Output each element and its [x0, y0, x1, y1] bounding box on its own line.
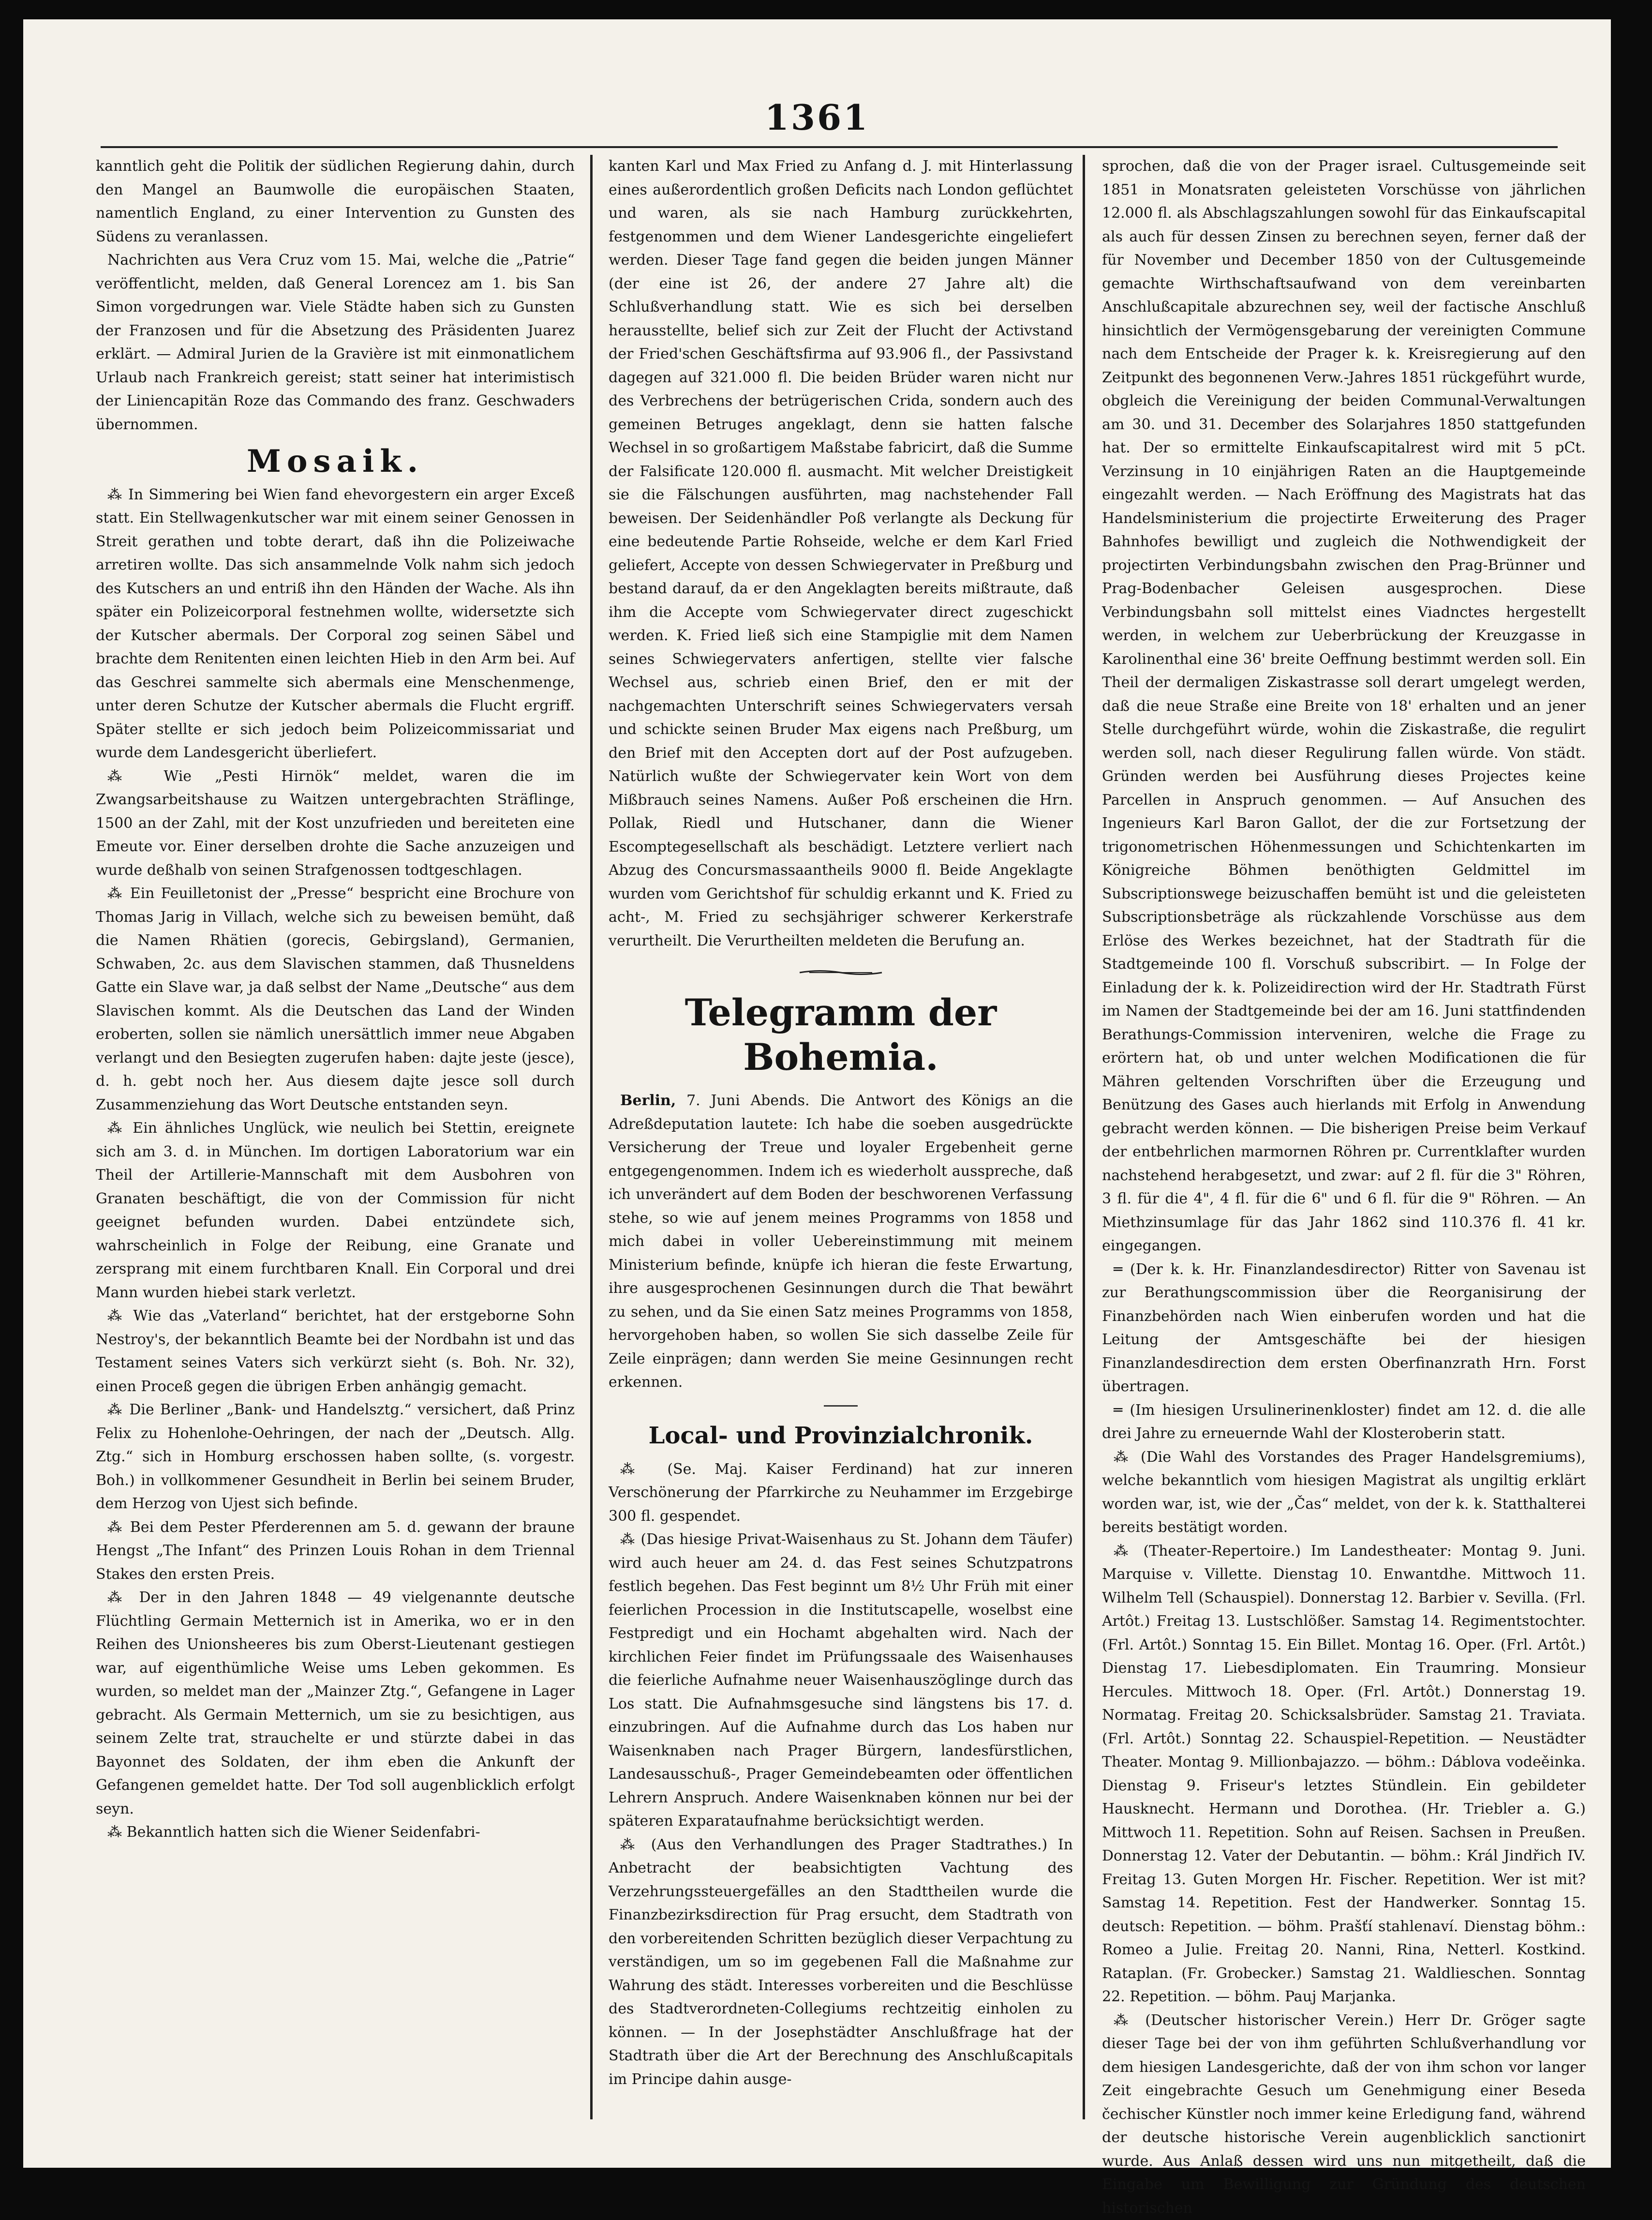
column-divider	[1083, 155, 1085, 2119]
newspaper-page	[23, 19, 1611, 2168]
separator-ornament	[800, 969, 882, 976]
section-heading-local: Local- und Provinzialchronik.	[609, 1421, 1073, 1450]
news-item: ⁂ (Deutscher historischer Verein.) Herr Dr. Gröger sagte dieser Tage bei der von ihm geführten Schlußverhandlung vor dem hiesigen Landesgerichte, daß der von ihm schon vor langer Zeit eingebrachte Gesuch um Genehmigung einer Beseda čechischer Künstler noch immer keine Erledigung fand, während der deutsche historische Verein augenblicklich sanctionirt wurde. Aus Anlaß dessen wird uns nun mitgetheilt, daß die Eingabe um Bewilligung zur Gründung des deutschen historischen	[1102, 2009, 1586, 2220]
news-item: ⁂ Bei dem Pester Pferderennen am 5. d. gewann der braune Hengst „The Infant“ des Prinzen Louis Rohan in dem Triennal Stakes den ersten Preis.	[96, 1516, 575, 1587]
telegram-text	[609, 1089, 1073, 1395]
section-heading-telegramm: Telegramm der Bohemia.	[609, 990, 1073, 1080]
page-number: 1361	[23, 97, 1611, 138]
section-heading-mosaik: Mosaik.	[96, 450, 575, 474]
news-item: ⁂ Ein Feuilletonist der „Presse“ bespricht eine Brochure von Thomas Jarig in Villach, welche sich zu beweisen bemüht, daß die Namen Rhätien (gorecis, Gebirgsland), Germanien, Schwaben, 2c. aus dem Slavischen stammen, daß Thusneldens Gatte ein Slave war, ja daß selbst der Name „Deutsche“ aus dem Slavischen kommt. Als die Deutschen das Land der Winden eroberten, sollen sie nämlich unersättlich immer neue Abgaben verlangt und den Besiegten zugerufen haben: dajte jeste (jesce), d. h. gebt noch her. Aus diesem dajte jesce soll durch Zusammenziehung das Wort Deutsche entstanden seyn.	[96, 882, 575, 1117]
news-item: ⁂ Wie das „Vaterland“ berichtet, hat der erstgeborne Sohn Nestroy's, der bekanntlich Beamte bei der Nordbahn ist und das Testament seines Vaters sich verkürzt sieht (s. Boh. Nr. 32), einen Proceß gegen die übrigen Erben anhängig gemacht.	[96, 1305, 575, 1398]
column-1	[96, 155, 575, 2119]
separator-line	[824, 1405, 858, 1407]
column-2	[609, 155, 1073, 2119]
news-item: ═ (Im hiesigen Ursulinerinenkloster) findet am 12. d. die alle drei Jahre zu erneuernde Wahl der Klosteroberin statt.	[1102, 1399, 1586, 1446]
news-item: ⁂ (Theater-Repertoire.) Im Landestheater: Montag 9. Juni. Marquise v. Villette. Dienstag 10. Enwantdhe. Mittwoch 11. Wilhelm Tell (Schauspiel). Donnerstag 12. Barbier v. Sevilla. (Frl. Artôt.) Freitag 13. Lustschlößer. Samstag 14. Regimentstochter. (Frl. Artôt.) Sonntag 15. Ein Billet. Montag 16. Oper. (Frl. Artôt.) Dienstag 17. Liebesdiplomaten. Ein Traumring. Monsieur Hercules. Mittwoch 18. Oper. (Frl. Artôt.) Donnerstag 19. Normatag. Freitag 20. Schicksalsbrüder. Samstag 21. Traviata. (Frl. Artôt.) Sonntag 22. Schauspiel-Repetition. — Neustädter Theater. Montag 9. Millionbajazzo. — böhm.: Dáblova vodeěinka. Dienstag 9. Friseur's letztes Stündlein. Ein gebildeter Hausknecht. Hermann und Dorothea. (Hr. Triebler a. G.) Mittwoch 11. Repetition. Sohn auf Reisen. Sachsen in Preußen. Donnerstag 12. Vater der Debutantin. — böhm.: Král Jindřich IV. Freitag 13. Guten Morgen Hr. Fischer. Repetition. Wer ist mit? Samstag 14. Repetition. Fest der Handwerker. Sonntag 15. deutsch: Repetition. — böhm. Prašťí stahlenaví. Dienstag böhm.: Romeo a Julie. Freitag 20. Nanni, Rina, Netterl. Kostkind. Rataplan. (Fr. Grobecker.) Samstag 21. Waldlieschen. Sonntag 22. Repetition. — böhm. Pauj Marjanka.	[1102, 1540, 1586, 2009]
news-item: ⁂ Der in den Jahren 1848 — 49 vielgenannte deutsche Flüchtling Germain Metternich ist in Amerika, wo er in den Reihen des Unionsheeres bis zum Oberst-Lieutenant gestiegen war, auf eigenthümliche Weise ums Leben gekommen. Es wurden, so meldet man der „Mainzer Ztg.“, Gefangene in Lager gebracht. Als Germain Metternich, um sie zu besichtigen, aus seinem Zelte trat, strauchelte er und stürzte dabei in das Bayonnet des Soldaten, der ihm eben die Ankunft der Gefangenen gemeldet hatte. Der Tod soll augenblicklich erfolgt seyn.	[96, 1586, 575, 1821]
news-item: ⁂ (Aus den Verhandlungen des Prager Stadtrathes.) In Anbetracht der beabsichtigten Vachtung des Verzehrungssteuergefälles an den Stadttheilen wurde die Finanzbezirksdirection für Prag ersucht, dem Stadtrath von den vorbereitenden Schritten bezüglich dieser Verpachtung zu verständigen, um so im gegebenen Fall die Maßnahme zur Wahrung des städt. Interesses vorbereiten und die Beschlüsse des Stadtverordneten-Collegiums rechtzeitig einholen zu können. — In der Josephstädter Anschlußfrage hat der Stadtrath über die Art der Berechnung des Anschlußcapitals im Principe dahin ausge-	[609, 1833, 1073, 2092]
news-item: ⁂ Wie „Pesti Hirnök“ meldet, waren die im Zwangsarbeitshause zu Waitzen untergebrachten Sträflinge, 1500 an der Zahl, mit der Kost unzufrieden und bereiteten eine Emeute vor. Einer derselben drohte die Sache anzuzeigen und wurde deßhalb von seinen Strafgenossen todtgeschlagen.	[96, 765, 575, 883]
news-item: ⁂ Ein ähnliches Unglück, wie neulich bei Stettin, ereignete sich am 3. d. in München. Im dortigen Laboratorium war ein Theil der Artillerie-Mannschaft mit dem Ausbohren von Granaten beschäftigt, die von der Commission für nicht geeignet befunden wurden. Dabei entzündete sich, wahrscheinlich in Folge der Reibung, eine Granate und zersprang mit einem furchtbaren Knall. Ein Corporal und drei Mann wurden hiebei stark verletzt.	[96, 1117, 575, 1305]
column-divider	[590, 155, 593, 2119]
news-item: ═ (Der k. k. Hr. Finanzlandesdirector) Ritter von Savenau ist zur Berathungscommission über die Reorganisirung der Finanzbehörden nach Wien einberufen worden und hat die Leitung der Amtsgeschäfte bei der hiesigen Finanzlandesdirection dem ersten Oberfinanzrath Hrn. Forst übertragen.	[1102, 1258, 1586, 1399]
article-continuation: kanntlich geht die Politik der südlichen Regierung dahin, durch den Mangel an Baumwolle die europäischen Staaten, namentlich England, zu einer Intervention zu Gunsten des Südens zu veranlassen.	[96, 155, 575, 249]
column-3	[1102, 155, 1586, 2119]
article-continuation: sprochen, daß die von der Prager israel. Cultusgemeinde seit 1851 in Monatsraten geleisteten Vorschüsse von jährlichen 12.000 fl. als Abschlagszahlungen sowohl für das Einkaufscapital als auch für dessen Zinsen zu berechnen seyen, ferner daß der für November und December 1850 von der Cultusgemeinde gemachte Wirthschaftsaufwand von dem vereinbarten Anschlußcapitale abzurechnen sey, weil der factische Anschluß hinsichtlich der Vermögensgebarung der vereinigten Commune nach dem Entscheide der Prager k. k. Kreisregierung auf den Zeitpunkt des begonnenen Verw.-Jahres 1851 rückgeführt wurde, obgleich die Vereinigung der beiden Communal-Verwaltungen am 30. und 31. December des Solarjahres 1850 stattgefunden hat. Der so ermittelte Einkaufscapitalrest wird mit 5 pCt. Verzinsung in 10 einjährigen Raten an die Hauptgemeinde eingezahlt werden. — Nach Eröffnung des Magistrats hat das Handelsministerium die projectirte Erweiterung des Prager Bahnhofes bewilligt und zugleich die Nothwendigkeit der projectirten Verbindungsbahn zwischen den Prag-Brünner und Prag-Bodenbacher Geleisen ausgesprochen. Diese Verbindungsbahn soll mittelst eines Viadnctes hergestellt werden, in welchem zur Ueberbrückung der Kreuzgasse in Karolinenthal eine 36' breite Oeffnung bestimmt werden soll. Ein Theil der dermaligen Ziskastrasse soll derart umgelegt werden, daß die neue Straße eine Breite von 18' erhalten und an jener Stelle durchgeführt würde, wohin die Ziskastraße, die regulirt werden soll, nach dieser Regulirung fallen würde. Von städt. Gründen werden bei Ausführung dieses Projectes keine Parcellen in Anspruch genommen. — Auf Ansuchen des Ingenieurs Karl Baron Gallot, der die zur Fortsetzung der trigonometrischen Höhenmessungen und Schichtenkarten im Königreiche Böhmen benöthigten Geldmittel im Subscriptionswege beizuschaffen bemüht ist und die geleisteten Subscriptionsbeträge als rückzahlende Vorschüsse aus dem Erlöse des Werkes bezeichnet, hat der Stadtrath für die Stadtgemeinde 100 fl. Vorschuß subscribirt. — In Folge der Einladung der k. k. Polizeidirection wird der Hr. Stadtrath Fürst im Namen der Stadtgemeinde bei der am 16. Juni stattfindenden Berathungs-Commission interveniren, welche die Frage zu erörtern hat, ob und unter welchen Modificationen die für Mähren geltenden Vorschriften über die Erzeugung und Benützung des Gases auch hierlands mit Erfolg in Anwendung gebracht werden können. — Die bisherigen Preise beim Verkauf der entbehrlichen marmornen Röhren pr. Currentklafter wurden nachstehend herabgesetzt, und zwar: auf 2 fl. für die 3" Röhren, 3 fl. für die 4", 4 fl. für die 6" und 6 fl. für die 9" Röhren. — An Miethzinsumlage für das Jahr 1862 sind 110.376 fl. 41 kr. eingegangen.	[1102, 155, 1586, 1258]
dateline-date: 7. Juni Abends.	[686, 1092, 809, 1109]
news-item: ⁂ (Das hiesige Privat-Waisenhaus zu St. Johann dem Täufer) wird auch heuer am 24. d. das Fest seines Schutzpatrons festlich begehen. Das Fest beginnt um 8½ Uhr Früh mit einer feierlichen Procession in die Institutscapelle, woselbst eine Festpredigt und ein Hochamt abgehalten wird. Nach der kirchlichen Feier findet im Prüfungssaale des Waisenhauses die feierliche Aufnahme neuer Waisenhauszöglinge durch das Los statt. Die Aufnahmsgesuche sind längstens bis 17. d. einzubringen. Auf die Aufnahme durch das Los haben nur Waisenknaben nach Prager Bürgern, landesfürstlichen, Landesausschuß-, Prager Gemeindebeamten oder öffentlichen Lehrern Anspruch. Andere Waisenknaben können nur bei der späteren Exparataufnahme berücksichtigt werden.	[609, 1528, 1073, 1833]
telegram-body: Die Antwort des Königs an die Adreßdeputation lautete: Ich habe die soeben ausgedrückte Versicherung der Treue und loyaler Ergebenheit gerne entgegengenommen. Indem ich es wiederholt ausspreche, daß ich unverändert auf dem Boden der beschworenen Verfassung stehe, so wie auf jenem meines Programms von 1858 und mich dabei in voller Uebereinstimmung mit meinem Ministerium befinde, knüpfe ich hieran die feste Erwartung, ihre ausgesprochenen Gesinnungen durch die That bewährt zu sehen, und da Sie einen Satz meines Programms von 1858, hervorgehoben haben, so wollen Sie sich dasselbe Zeile für Zeile einprägen; dann werden Sie meine Gesinnungen recht erkennen.	[609, 1092, 1073, 1391]
article-vera-cruz: Nachrichten aus Vera Cruz vom 15. Mai, welche die „Patrie“ veröffentlicht, melden, daß General Lorencez am 1. bis San Simon vorgedrungen war. Viele Städte haben sich zu Gunsten der Franzosen und für die Absetzung des Präsidenten Juarez erklärt. — Admiral Jurien de la Gravière ist mit einmonatlichem Urlaub nach Frankreich gereist; statt seiner hat interimistisch der Liniencapitän Roze das Commando des franz. Geschwaders übernommen.	[96, 249, 575, 436]
news-item: ⁂ (Se. Maj. Kaiser Ferdinand) hat zur inneren Verschönerung der Pfarrkirche zu Neuhammer im Erzgebirge 300 fl. gespendet.	[609, 1458, 1073, 1529]
news-item: ⁂ (Die Wahl des Vorstandes des Prager Handelsgremiums), welche bekanntlich vom hiesigen Magistrat als ungiltig erklärt worden war, ist, wie der „Čas“ meldet, von der k. k. Statthalterei bereits bestätigt worden.	[1102, 1446, 1586, 1540]
news-item: ⁂ In Simmering bei Wien fand ehevorgestern ein arger Exceß statt. Ein Stellwagenkutscher war mit einem seiner Genossen in Streit gerathen und tobte derart, daß ihn die Polizeiwache arretiren wollte. Das sich ansammelnde Volk nahm sich jedoch des Kutschers an und entriß ihn den Händen der Wache. Als ihn später ein Polizeicorporal festnehmen wollte, widersetzte sich der Kutscher abermals. Der Corporal zog seinen Säbel und brachte dem Renitenten einen leichten Hieb in den Arm bei. Auf das Geschrei sammelte sich abermals eine Menschenmenge, unter deren Schutze der Kutscher abermals die Flucht ergriff. Später stellte er sich jedoch beim Polizeicommissariat und wurde dem Landesgericht überliefert.	[96, 483, 575, 765]
news-item: ⁂ Bekanntlich hatten sich die Wiener Seidenfabri-	[96, 1821, 575, 1845]
dateline-city: Berlin,	[620, 1092, 676, 1109]
article-continuation: kanten Karl und Max Fried zu Anfang d. J. mit Hinterlassung eines außerordentlich großen Deficits nach London geflüchtet und waren, als sie nach Hamburg zurückkehrten, festgenommen und dem Wiener Landesgerichte eingeliefert werden. Dieser Tage fand gegen die beiden jungen Männer (der eine ist 26, der andere 27 Jahre alt) die Schlußverhandlung statt. Wie es sich bei derselben herausstellte, belief sich zur Zeit der Flucht der Activstand der Fried'schen Geschäftsfirma auf 93.906 fl., der Passivstand dagegen auf 321.000 fl. Die beiden Brüder waren nicht nur des Verbrechens der betrügerischen Crida, sondern auch des gemeinen Betruges angeklagt, denn sie hatten falsche Wechsel in so großartigem Maßstabe fabricirt, daß die Summe der Falsificate 120.000 fl. ausmacht. Mit welcher Dreistigkeit sie die Fälschungen ausführten, mag nachstehender Fall beweisen. Der Seidenhändler Poß verlangte als Deckung für eine bedeutende Partie Rohseide, welche er dem Karl Fried geliefert, Accepte von dessen Schwiegervater in Preßburg und bestand darauf, da er den Angeklagten bereits mißtraute, daß ihm die Accepte vom Schwiegervater direct zugeschickt werden. K. Fried ließ sich eine Stampiglie mit dem Namen seines Schwiegervaters anfertigen, stellte vier falsche Wechsel aus, schrieb einen Brief, den er mit der nachgemachten Unterschrift seines Schwiegervaters versah und schickte seinen Bruder Max eigens nach Preßburg, um den Brief mit den Accepten dort auf der Post aufzugeben. Natürlich wußte der Schwiegervater kein Wort von dem Mißbrauch seines Namens. Außer Poß erscheinen die Hrn. Pollak, Riedl und Hutschaner, dann die Wiener Escomptegesellschaft als beschädigt. Letztere verliert nach Abzug des Concursmassaantheils 9000 fl. Beide Angeklagte wurden vom Gerichtshof für schuldig erkannt und K. Fried zu acht-, M. Fried zu sechsjähriger schwerer Kerkerstrafe verurtheilt. Die Verurtheilten meldeten die Berufung an.	[609, 155, 1073, 953]
news-item: ⁂ Die Berliner „Bank- und Handelsztg.“ versichert, daß Prinz Felix zu Hohenlohe-Oehringen, der nach der „Deutsch. Allg. Ztg.“ sich in Homburg erschossen haben sollte, (s. vorgestr. Boh.) in vollkommener Gesundheit in Berlin bei seinem Bruder, dem Herzog von Ujest sich befinde.	[96, 1398, 575, 1516]
header-rule	[101, 146, 1558, 148]
